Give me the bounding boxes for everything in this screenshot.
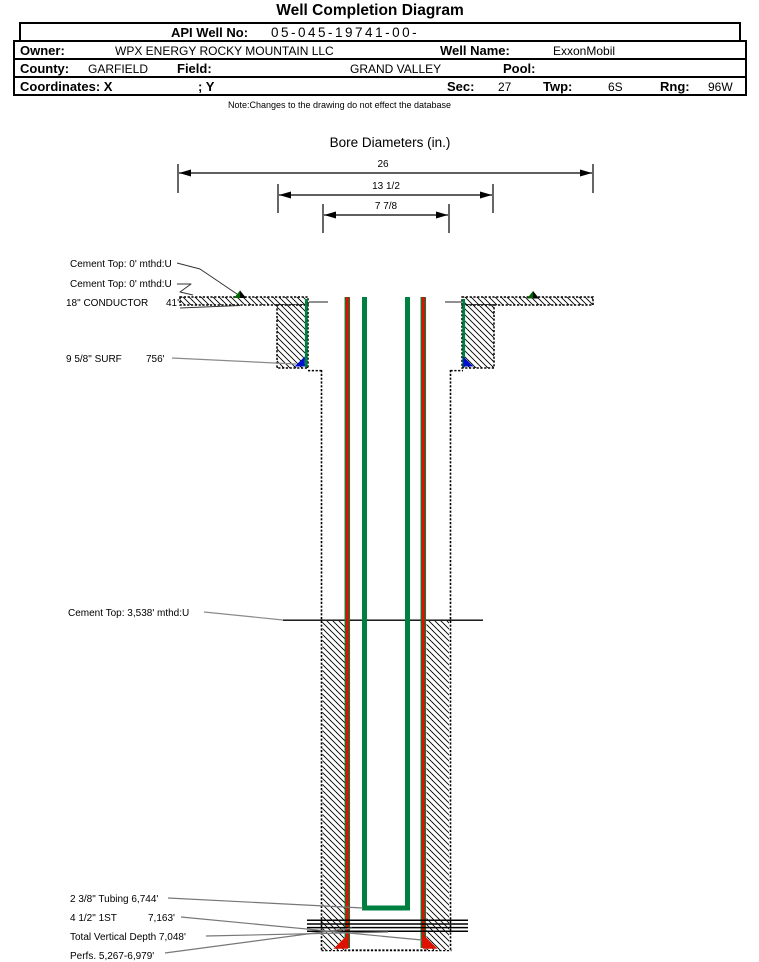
surface-casing-depth: 756'	[146, 354, 165, 365]
dim-7-left-arrow	[324, 212, 336, 219]
field-value: GRAND VALLEY	[350, 62, 442, 76]
dim-26-right-arrow	[580, 170, 592, 177]
coordinates-y-label: ; Y	[198, 79, 215, 94]
cement-top-2-label: Cement Top: 0' mthd:U	[70, 279, 172, 290]
sec-label: Sec:	[447, 79, 475, 94]
conductor-depth: 41'	[166, 298, 180, 309]
twp-value: 6S	[608, 80, 623, 94]
dimension-7-seven-eighths	[323, 201, 449, 233]
dim-7-right-arrow	[436, 212, 448, 219]
dim-13-left-arrow	[279, 192, 291, 199]
surface-casing-label: 9 5/8" SURF	[66, 354, 122, 365]
api-value: 05-045-19741-00-	[271, 25, 420, 40]
cement-top-3-label: Cement Top: 3,538' mthd:U	[68, 608, 190, 619]
tubing-string	[365, 297, 408, 908]
dim-13-label: 13 1/2	[372, 181, 400, 192]
twp-label: Twp:	[543, 79, 573, 94]
dim-7-label: 7 7/8	[374, 201, 398, 212]
leader-cement-top-2	[177, 284, 193, 295]
production-cement-right	[427, 621, 450, 950]
page-title: Well Completion Diagram	[276, 2, 464, 19]
production-casing-label: 4 1/2" 1ST	[70, 913, 117, 924]
rng-label: Rng:	[660, 79, 690, 94]
leader-conductor	[180, 306, 240, 309]
tubing-label: 2 3/8" Tubing 6,744'	[70, 894, 159, 905]
note-text: Note:Changes to the drawing do not effect the database	[228, 100, 451, 110]
cement-top-1-label: Cement Top: 0' mthd:U	[70, 259, 172, 270]
production-cement-left	[323, 621, 346, 950]
field-label: Field:	[177, 61, 212, 76]
owner-value: WPX ENERGY ROCKY MOUNTAIN LLC	[115, 44, 334, 58]
leader-cement-top-3	[204, 612, 283, 620]
coordinates-label: Coordinates: X	[20, 79, 113, 94]
bore-diameters-title: Bore Diameters (in.)	[329, 135, 451, 150]
dim-26-left-arrow	[179, 170, 191, 177]
production-casing-depth: 7,163'	[148, 913, 175, 924]
conductor-label: 18" CONDUCTOR	[66, 298, 149, 309]
rng-value: 96W	[708, 80, 733, 94]
leader-cement-top-1	[177, 263, 237, 294]
county-label: County:	[20, 61, 70, 76]
cement-top-marker-right-shadow	[533, 291, 539, 299]
dim-26-label: 26	[377, 159, 389, 170]
dim-13-right-arrow	[480, 192, 492, 199]
sec-value: 27	[498, 80, 512, 94]
conductor-bar-left	[180, 297, 308, 305]
well-name-value: ExxonMobil	[553, 44, 616, 58]
county-value: GARFIELD	[88, 62, 149, 76]
surface-cement-column-right	[462, 305, 494, 368]
well-name-label: Well Name:	[440, 43, 510, 58]
perfs-label: Perfs. 5,267-6,979'	[70, 951, 155, 962]
tvd-label: Total Vertical Depth 7,048'	[70, 932, 186, 943]
api-label: API Well No:	[171, 25, 249, 40]
owner-label: Owner:	[20, 43, 65, 58]
pool-label: Pool:	[503, 61, 536, 76]
